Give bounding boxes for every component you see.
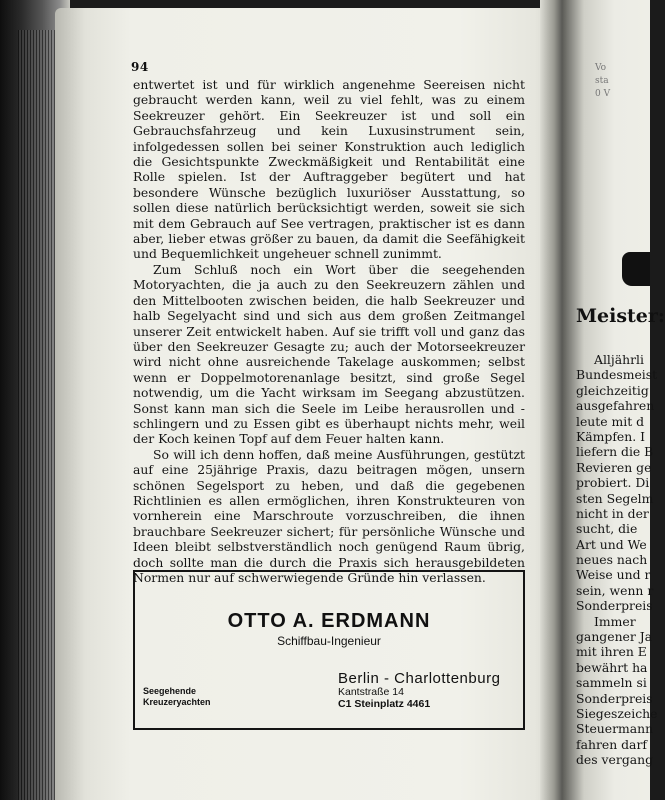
ad-profession: Schiffbau-Ingenieur [277,634,381,648]
right-page-line: des vergang [576,752,654,768]
snippet: Vo [595,63,607,73]
right-page-line: Immer [594,613,636,629]
right-page-line: fahren darf [576,736,647,752]
right-page-line: gangener Ja [576,629,653,645]
right-page-line: sucht, die [576,521,638,537]
paragraph-2: Zum Schluß noch ein Wort über die seegehenden Motoryachten, die ja auch zu den Seekreuzern zählen und den Mittelbooten zwischen beiden, die halb Seekreuzer und halb Segelyacht sind und sich aus dem großen Zeitmangel unserer Zeit entwickelt haben. Auf sie trifft voll und ganz das über den Seekreuzer Gesagte zu; auch der Motorseekreuzer wird nicht ohne ausreichende Takelage auskommen; selbst wenn er Doppelmotorenanlage besitzt, sind große Segel notwendig, um die Yacht wirksam im Seegang abzustützen. Sonst kann man sich die Seele im Leibe herausrollen und -schlingern und zu Essen gibt es überhaupt nichts mehr, weil der Koch keinen Topf auf dem Feuer halten kann. [133,261,525,447]
right-page-line: Art und We [576,536,647,552]
paragraph-3: So will ich denn hoffen, daß meine Ausführungen, gestützt auf eine 25jährige Praxis, dazu beitragen mögen, unsern schönen Segelsport zu heben, und daß die gegebenen Richtlinien es allen ermöglichen, ihren Konstrukteuren von vornherein eine Marschroute vorzuschreiben, die ihnen brauchbare Seekreuzer sichert; für persönliche Wünsche und Ideen bleibt selbstverständlich noch genügend Raum übrig, doch sollte man die durch die Praxis sich herausgebildeten Normen nur auf schwerwiegende Gründe hin verlassen. [133,446,525,585]
ad-city: Berlin - Charlottenburg [338,670,501,687]
right-page-line: leute mit d [576,413,645,429]
right-page-line: Siegeszeiche [576,705,658,721]
right-page-heading: Meister: [576,305,665,327]
snippet: sta [595,76,609,86]
right-page-line: sammeln si [576,675,647,691]
snippet: 0 V [595,89,611,99]
right-page-line: Steuermann [576,721,654,737]
ad-service-line-2: Kreuzeryachten [143,697,211,707]
right-page-line: bewährt ha [576,659,648,675]
right-page-line: liefern die B [576,444,654,460]
page-number: 94 [131,60,149,74]
right-page-line: mit ihren E [576,644,647,660]
ad-phone: C1 Steinplatz 4461 [338,698,431,710]
ad-company-name: OTTO A. ERDMANN [227,610,431,632]
right-page-line: Weise und r [576,567,651,583]
right-page-text-column [576,352,656,768]
article-body [133,77,525,585]
right-page-line: sein, wenn r [576,582,654,598]
right-page-line: Sonderpreis [576,690,653,706]
ad-street: Kantstraße 14 [338,686,404,698]
advertisement-box [133,570,525,730]
right-page-top-snippets [595,62,610,101]
right-page-line: ausgefahren [576,398,655,414]
right-page-line: gleichzeitig [576,382,649,398]
right-page-line: nicht in der [576,505,649,521]
right-page-line: Alljährli [594,352,644,367]
right-page-line: Bundesmeist [576,367,658,383]
ad-service-line-1: Seegehende [143,686,197,696]
right-page-line: Sonderpreis [576,598,653,614]
right-page-line: Kämpfen. I [576,428,645,444]
right-page-line: probiert. Di [576,475,650,491]
right-page-ornament [622,252,650,286]
right-page-line: neues nach [576,552,648,568]
paragraph-1: entwertet ist und für wirklich angenehme Seereisen nicht gebraucht werden kann, weil zu viel fehlt, was zu einem Seekreuzer gehört. Ein Seekreuzer ist und soll ein Gebrauchsfahrzeug und kein Luxusinstrument sein, infolgedessen sollen bei seiner Konstruktion auch lediglich die Gesichtspunkte Zweckmäßigkeit und Rentabilität eine Rolle spielen. Ist der Auftraggeber begütert und hat besondere Wünsche bezüglich luxuriöser Ausstattung, so sollen diese natürlich berücksichtigt werden, soweit sie sich mit dem Gebrauch auf See vertragen, praktischer ist es dann aber, lieber etwas größer zu bauen, da damit die Seefähigkeit und Bequemlichkeit ungeheuer schnell zunimmt. [133,77,525,262]
right-page-line: sten Segelm [576,490,654,506]
right-page-line: Revieren ge [576,459,652,475]
